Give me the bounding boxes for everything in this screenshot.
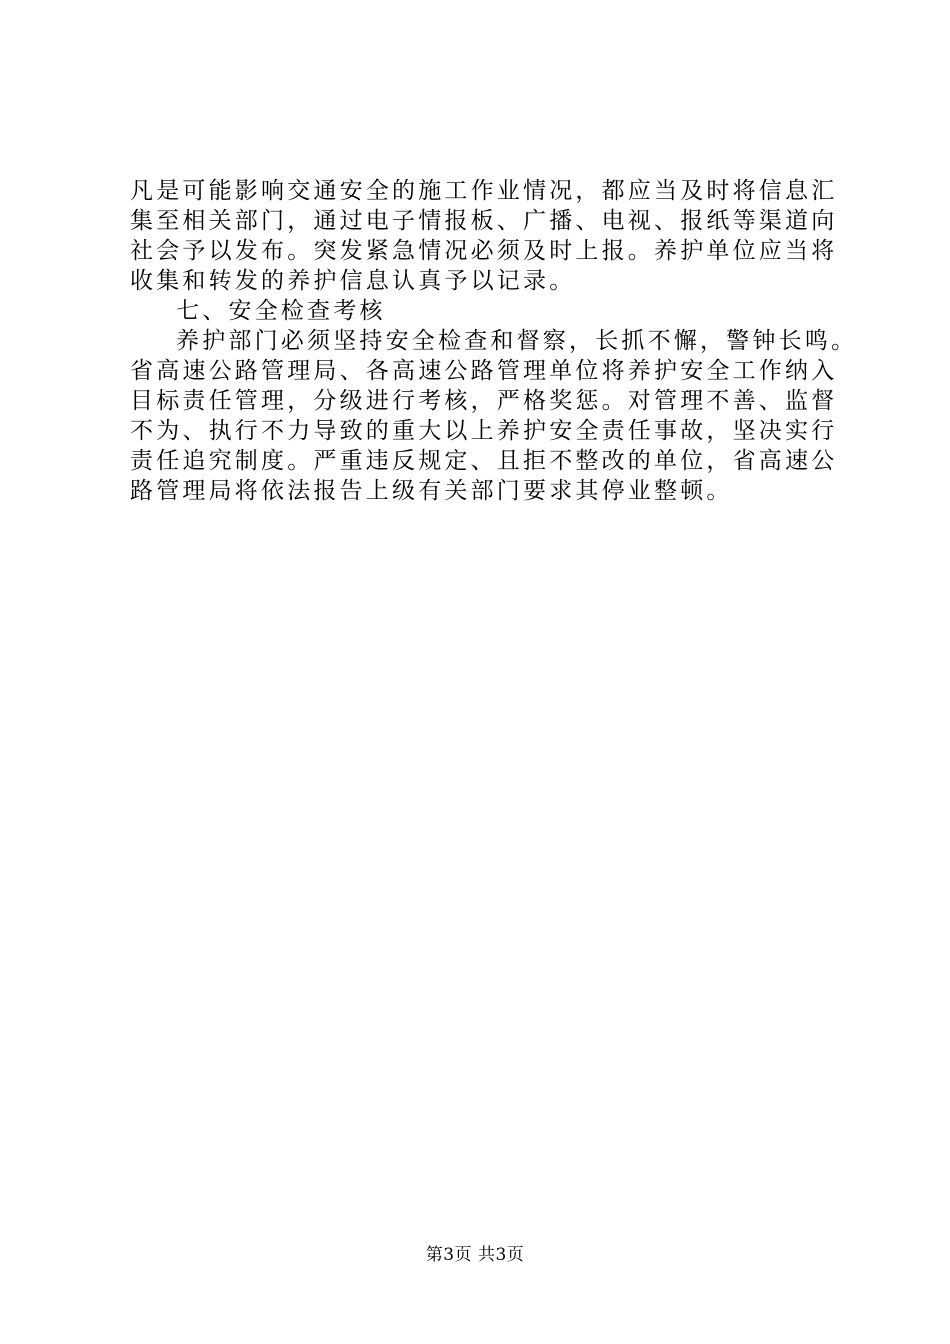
paragraph-1-line-2: 集至相关部门，通过电子情报板、广播、电视、报纸等渠道向 <box>130 208 838 234</box>
page-footer <box>0 1244 950 1266</box>
section-heading: 七、安全检查考核 <box>176 298 386 324</box>
page-number-indicator: 第3页 共3页 <box>425 1245 525 1265</box>
paragraph-2-line-1: 养护部门必须坚持安全检查和督察，长抓不懈，警钟长鸣。 <box>176 328 858 354</box>
document-body <box>130 176 858 506</box>
paragraph-2-line-5: 责任追究制度。严重违反规定、且拒不整改的单位，省高速公 <box>130 448 838 474</box>
paragraph-2-line-6: 路管理局将依法报告上级有关部门要求其停业整顿。 <box>130 478 733 504</box>
paragraph-1-line-1: 凡是可能影响交通安全的施工作业情况，都应当及时将信息汇 <box>130 178 838 204</box>
paragraph-1-line-3: 社会予以发布。突发紧急情况必须及时上报。养护单位应当将 <box>130 238 838 264</box>
paragraph-2-line-4: 不为、执行不力导致的重大以上养护安全责任事故，坚决实行 <box>130 418 838 444</box>
paragraph-1-line-4: 收集和转发的养护信息认真予以记录。 <box>130 268 576 294</box>
paragraph-2-line-3: 目标责任管理，分级进行考核，严格奖惩。对管理不善、监督 <box>130 388 838 414</box>
paragraph-2-line-2: 省高速公路管理局、各高速公路管理单位将养护安全工作纳入 <box>130 358 838 384</box>
